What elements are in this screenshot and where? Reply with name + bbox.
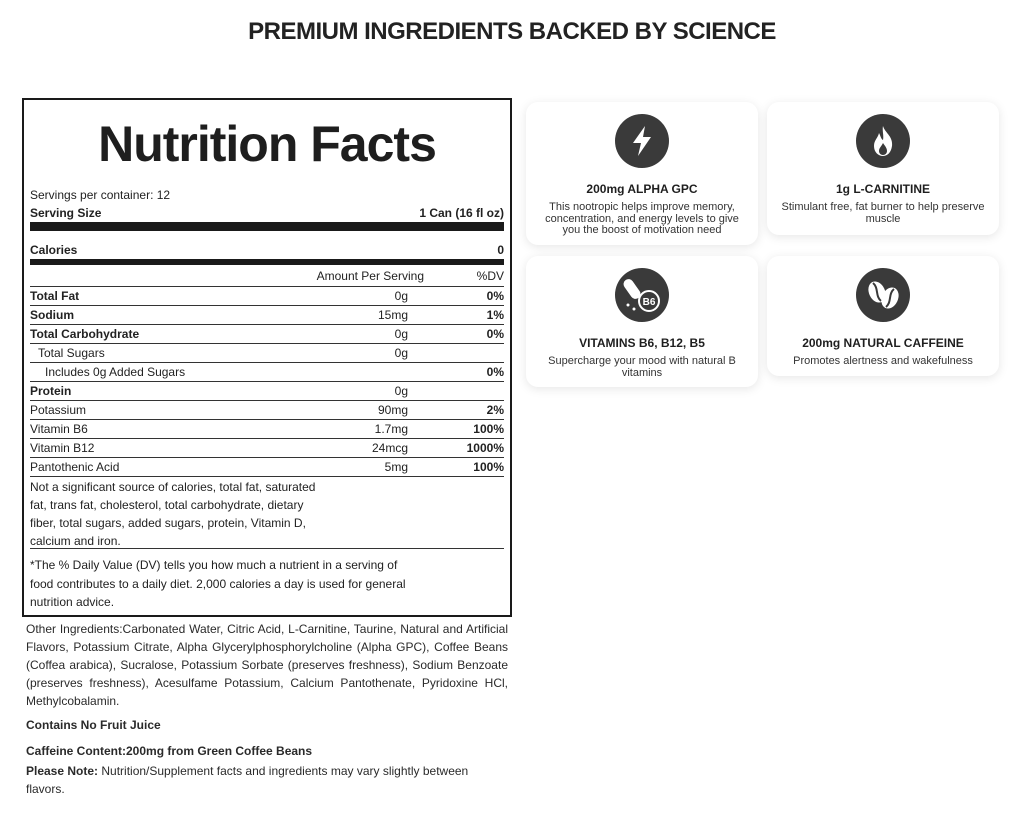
feature-card-natural-caffeine [767, 256, 999, 376]
nutrient-dv: 1% [486, 308, 504, 322]
feature-card-title: 200mg NATURAL CAFFEINE [802, 336, 964, 350]
feature-card-description: This nootropic helps improve memory, concentration, and energy levels to give you the boost of motivation need [545, 201, 739, 236]
nutrient-amount: 5mg [384, 460, 408, 474]
flame-icon [856, 114, 910, 168]
nutrient-amount: 24mcg [371, 441, 408, 455]
page-title: PREMIUM INGREDIENTS BACKED BY SCIENCE [248, 18, 776, 45]
nutrient-amount: 15mg [377, 308, 408, 322]
nutrient-label: Potassium [30, 403, 87, 417]
serving-size-row [30, 206, 504, 220]
nutrient-row-total-fat [30, 286, 504, 305]
dv-header: %DV [476, 269, 504, 283]
nutrient-row-vitamin-b12 [30, 438, 504, 457]
nutrient-amount: 0g [394, 384, 408, 398]
nutrient-label: Sodium [30, 308, 74, 322]
other-ingredients: Other Ingredients:Carbonated Water, Citric Acid, L-Carnitine, Taurine, Natural and Artificial Flavors, Potassium Citrate, Alpha Glycerylphosphorylcholine (Alpha GPC), Coffee Beans (Coffea arabica), Sucralose, Potassium Sorbate (preserves freshness), Sodium Benzoate (preserves freshness), Acesulfame Potassium, Calcium Pantothenate, Pyridoxine HCl, Methylcobalamin. [26, 622, 508, 708]
nutrient-dv: 0% [486, 289, 504, 303]
daily-value-footnote: *The % Daily Value (DV) tells you how much a nutrient in a serving of food contributes to a daily diet. 2,000 calories a day is used for general nutrition advice. [30, 558, 406, 609]
feature-card-description: Stimulant free, fat burner to help preserve muscle [781, 201, 985, 225]
vitamin-capsule-icon [615, 268, 669, 322]
calories-row [30, 243, 504, 257]
nutrient-row-vitamin-b6 [30, 419, 504, 438]
no-fruit-juice-note: Contains No Fruit Juice [26, 718, 161, 732]
nutrient-label: Includes 0g Added Sugars [45, 365, 186, 379]
nutrient-label: Total Fat [30, 289, 80, 303]
nutrient-label: Vitamin B12 [30, 441, 95, 455]
nutrient-row-potassium [30, 400, 504, 419]
medium-divider [30, 259, 504, 265]
lightning-icon [615, 114, 669, 168]
nutrient-label: Vitamin B6 [30, 422, 88, 436]
nutrient-label: Total Carbohydrate [30, 327, 140, 341]
coffee-bean-icon [856, 268, 910, 322]
nutrient-row-total-carbohydrate [30, 324, 504, 343]
nutrient-dv: 100% [473, 422, 504, 436]
feature-card-vitamins [526, 256, 758, 387]
not-significant-note: Not a significant source of calories, total fat, saturated fat, trans fat, cholesterol, total carbohydrate, dietary fiber, total sugars, added sugars, protein, Vitamin D, calcium and iron. [30, 480, 316, 548]
please-note [26, 762, 510, 798]
feature-card-title: VITAMINS B6, B12, B5 [579, 336, 705, 350]
nutrient-row-pantothenic-acid [30, 457, 504, 477]
feature-card-description: Supercharge your mood with natural B vitamins [548, 355, 736, 379]
serving-size-label: Serving Size [30, 206, 102, 220]
nutrient-label: Protein [30, 384, 72, 398]
thin-divider [30, 548, 504, 549]
calories-value: 0 [497, 243, 504, 257]
calories-label: Calories [30, 243, 78, 257]
feature-card-title: 200mg ALPHA GPC [586, 182, 698, 196]
nutrient-dv: 0% [486, 327, 504, 341]
nutrient-label: Pantothenic Acid [30, 460, 120, 474]
feature-card-l-carnitine [767, 102, 999, 235]
nutrient-amount: 1.7mg [374, 422, 408, 436]
servings-per-container: Servings per container: 12 [30, 188, 171, 202]
nutrient-label: Total Sugars [38, 346, 105, 360]
feature-card-alpha-gpc [526, 102, 758, 245]
nutrient-amount: 0g [394, 346, 408, 360]
serving-size-value: 1 Can (16 fl oz) [419, 206, 504, 220]
feature-card-description: Promotes alertness and wakefulness [793, 355, 973, 367]
nutrient-row-protein [30, 381, 504, 400]
caffeine-content: Caffeine Content:200mg from Green Coffee Beans [26, 744, 313, 758]
nutrient-dv: 0% [486, 365, 504, 379]
nutrient-amount: 90mg [377, 403, 408, 417]
please-note-text: Nutrition/Supplement facts and ingredients may vary slightly between flavors. [26, 764, 469, 796]
nutrient-row-total-sugars [30, 343, 504, 362]
nutrient-row-sodium [30, 305, 504, 324]
nutrition-facts-panel [22, 98, 512, 617]
nutrient-dv: 100% [473, 460, 504, 474]
nutrition-facts-title: Nutrition Facts [98, 116, 436, 172]
nutrient-dv: 1000% [466, 441, 504, 455]
vitamin-icon-label: B6 [642, 297, 656, 308]
nutrient-rows [30, 286, 504, 477]
amount-per-serving-header: Amount Per Serving [316, 269, 424, 283]
nutrient-dv: 2% [486, 403, 504, 417]
nutrient-amount: 0g [394, 289, 408, 303]
thick-divider [30, 222, 504, 231]
feature-card-title: 1g L-CARNITINE [836, 182, 930, 196]
nutrient-row-added-sugars [30, 362, 504, 381]
nutrient-amount: 0g [394, 327, 408, 341]
please-note-label: Please Note: [26, 764, 99, 778]
column-header-row [30, 269, 504, 285]
